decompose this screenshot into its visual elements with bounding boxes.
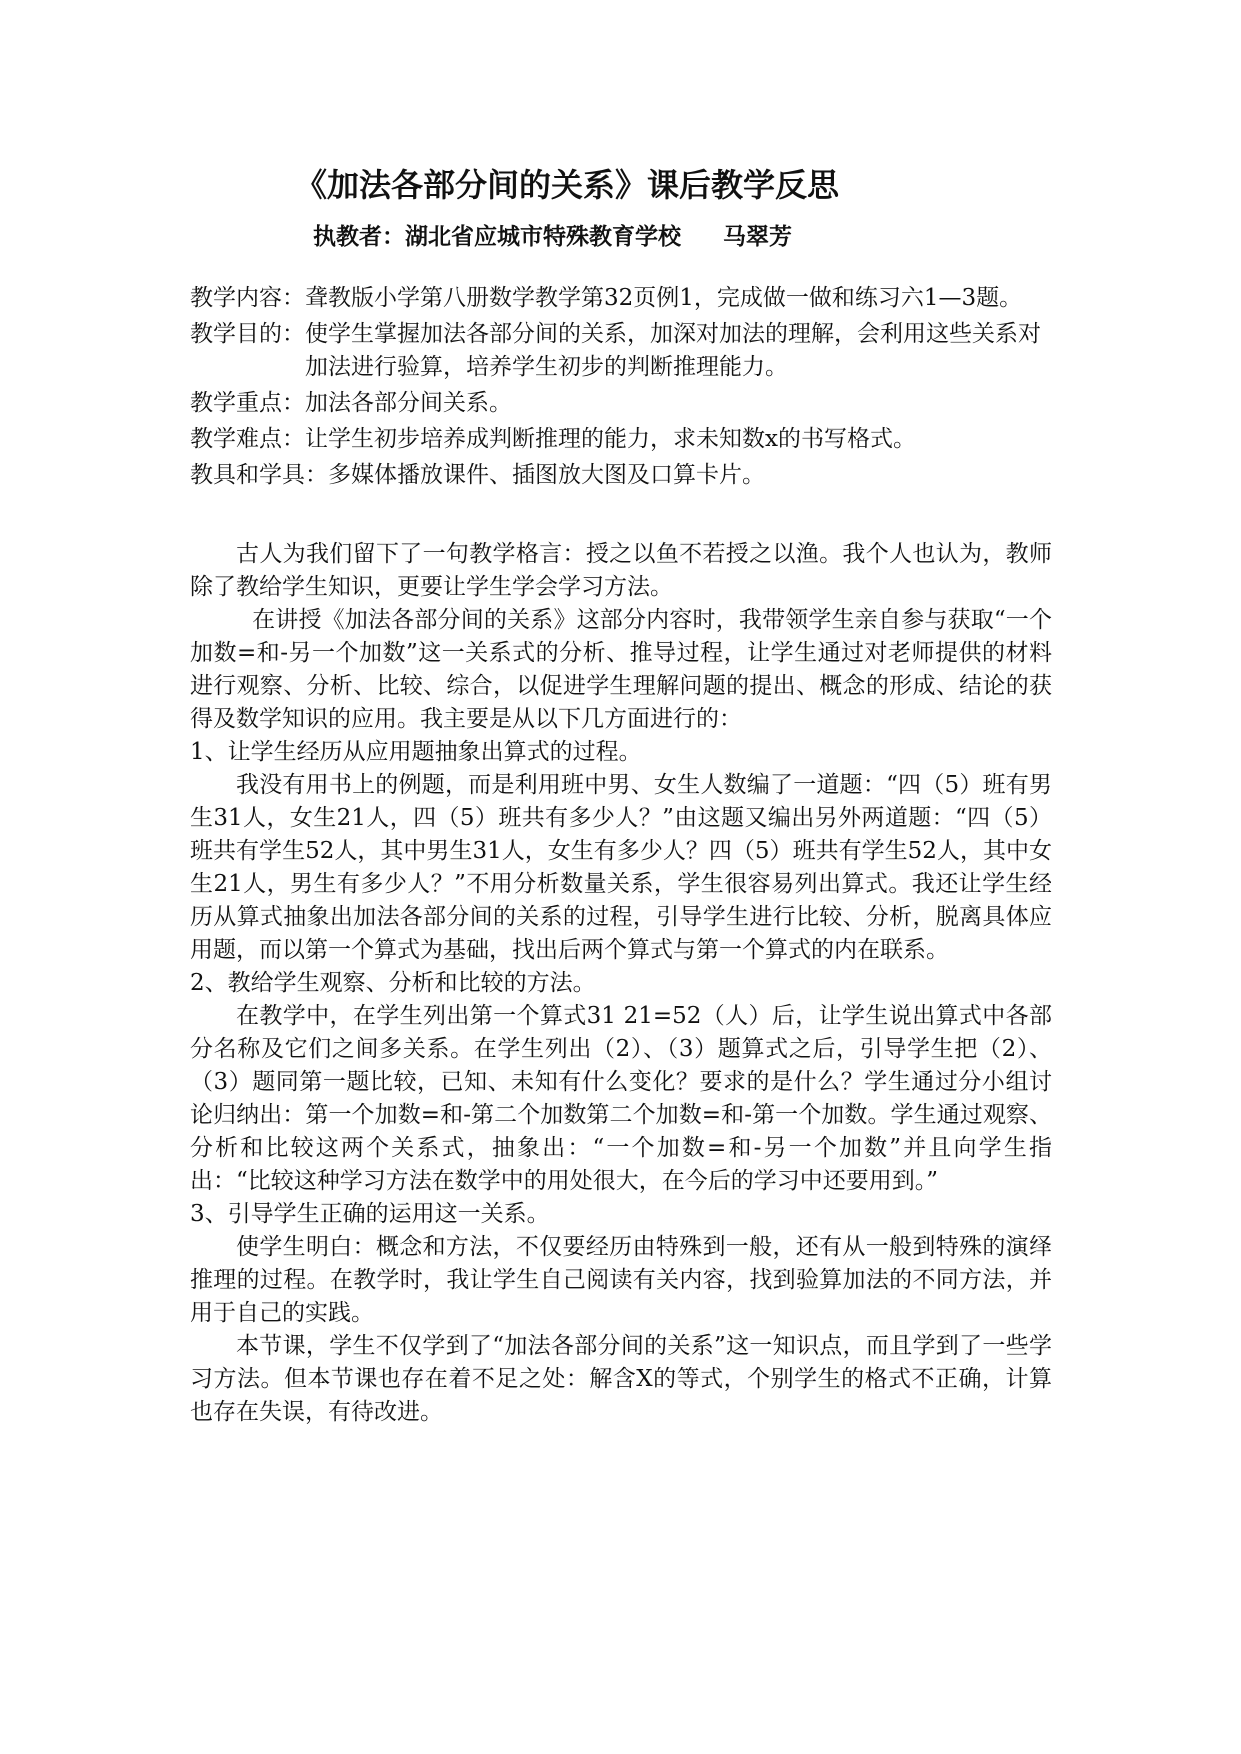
lesson-key-point-row bbox=[190, 387, 1052, 420]
lesson-content-row bbox=[190, 282, 1052, 315]
paragraph: 在讲授《加法各部分间的关系》这部分内容时，我带领学生亲自参与获取“一个加数=和-另一个加数”这一关系式的分析、推导过程，让学生通过对老师提供的材料进行观察、分析、比较、综合，以促进学生理解问题的提出、概念的形成、结论的获得及数学知识的应用。我主要是从以下几方面进行的： bbox=[190, 607, 1052, 732]
lesson-key-point-label: 教学重点： bbox=[190, 390, 305, 416]
lesson-goal-label: 教学目的： bbox=[190, 321, 305, 347]
lesson-difficulty-value: 让学生初步培养成判断推理的能力，求未知数x的书写格式。 bbox=[305, 426, 916, 452]
reflection-body bbox=[190, 538, 1052, 1429]
lesson-tools-value: 多媒体播放课件、插图放大图及口算卡片。 bbox=[328, 462, 765, 488]
lesson-goal-value: 使学生掌握加法各部分间的关系，加深对加法的理解，会利用这些关系对加法进行验算，培养学生初步的判断推理能力。 bbox=[305, 321, 1041, 380]
document-title: 《加法各部分间的关系》课后教学反思 bbox=[295, 166, 840, 204]
lesson-info bbox=[190, 282, 1052, 495]
lesson-difficulty-row bbox=[190, 423, 1052, 456]
paragraph: 本节课，学生不仅学到了“加法各部分间的关系”这一知识点，而且学到了一些学习方法。但本节课也存在着不足之处：解含X的等式，个别学生的格式不正确，计算也存在失误，有待改进。 bbox=[190, 1333, 1052, 1425]
paragraph: 古人为我们留下了一句教学格言：授之以鱼不若授之以渔。我个人也认为，教师除了教给学生知识，更要让学生学会学习方法。 bbox=[190, 541, 1052, 600]
lesson-key-point-value: 加法各部分间关系。 bbox=[305, 390, 512, 416]
author-line bbox=[313, 218, 792, 251]
paragraph: 我没有用书上的例题，而是利用班中男、女生人数编了一道题：“四（5）班有男生31人，女生21人，四（5）班共有多少人？”由这题又编出另外两道题：“四（5）班共有学生52人，其中男生31人，女生有多少人？四（5）班共有学生52人，其中女生21人，男生有多少人？”不用分析数量关系，学生很容易列出算式。我还让学生经历从算式抽象出加法各部分间的关系的过程，引导学生进行比较、分析，脱离具体应用题，而以第一个算式为基础，找出后两个算式与第一个算式的内在联系。 bbox=[190, 772, 1052, 963]
section-heading: 1、让学生经历从应用题抽象出算式的过程。 bbox=[190, 739, 642, 765]
lesson-content-label: 教学内容： bbox=[190, 285, 305, 311]
author-name: 马翠芳 bbox=[723, 223, 792, 250]
lesson-tools-label: 教具和学具： bbox=[190, 462, 328, 488]
paragraph: 在教学中，在学生列出第一个算式31 21=52（人）后，让学生说出算式中各部分名称及它们之间多关系。在学生列出（2）、（3）题算式之后，引导学生把（2）、（3）题同第一题比较，已知、未知有什么变化？要求的是什么？学生通过分小组讨论归纳出：第一个加数=和-第二个加数第二个加数=和-第一个加数。学生通过观察、分析和比较这两个关系式，抽象出：“一个加数=和-另一个加数”并且向学生指出：“比较这种学习方法在数学中的用处很大，在今后的学习中还要用到。” bbox=[190, 1003, 1052, 1194]
lesson-content-value: 聋教版小学第八册数学教学第32页例1，完成做一做和练习六1—3题。 bbox=[305, 285, 1023, 311]
section-heading: 3、引导学生正确的运用这一关系。 bbox=[190, 1201, 550, 1227]
lesson-difficulty-label: 教学难点： bbox=[190, 426, 305, 452]
author-affiliation: 执教者：湖北省应城市特殊教育学校 bbox=[313, 223, 681, 250]
lesson-tools-row bbox=[190, 459, 1052, 492]
section-heading: 2、教给学生观察、分析和比较的方法。 bbox=[190, 970, 596, 996]
paragraph: 使学生明白：概念和方法，不仅要经历由特殊到一般，还有从一般到特殊的演绎推理的过程。在教学时，我让学生自己阅读有关内容，找到验算加法的不同方法，并用于自己的实践。 bbox=[190, 1234, 1052, 1326]
lesson-goal-row bbox=[190, 318, 1052, 384]
